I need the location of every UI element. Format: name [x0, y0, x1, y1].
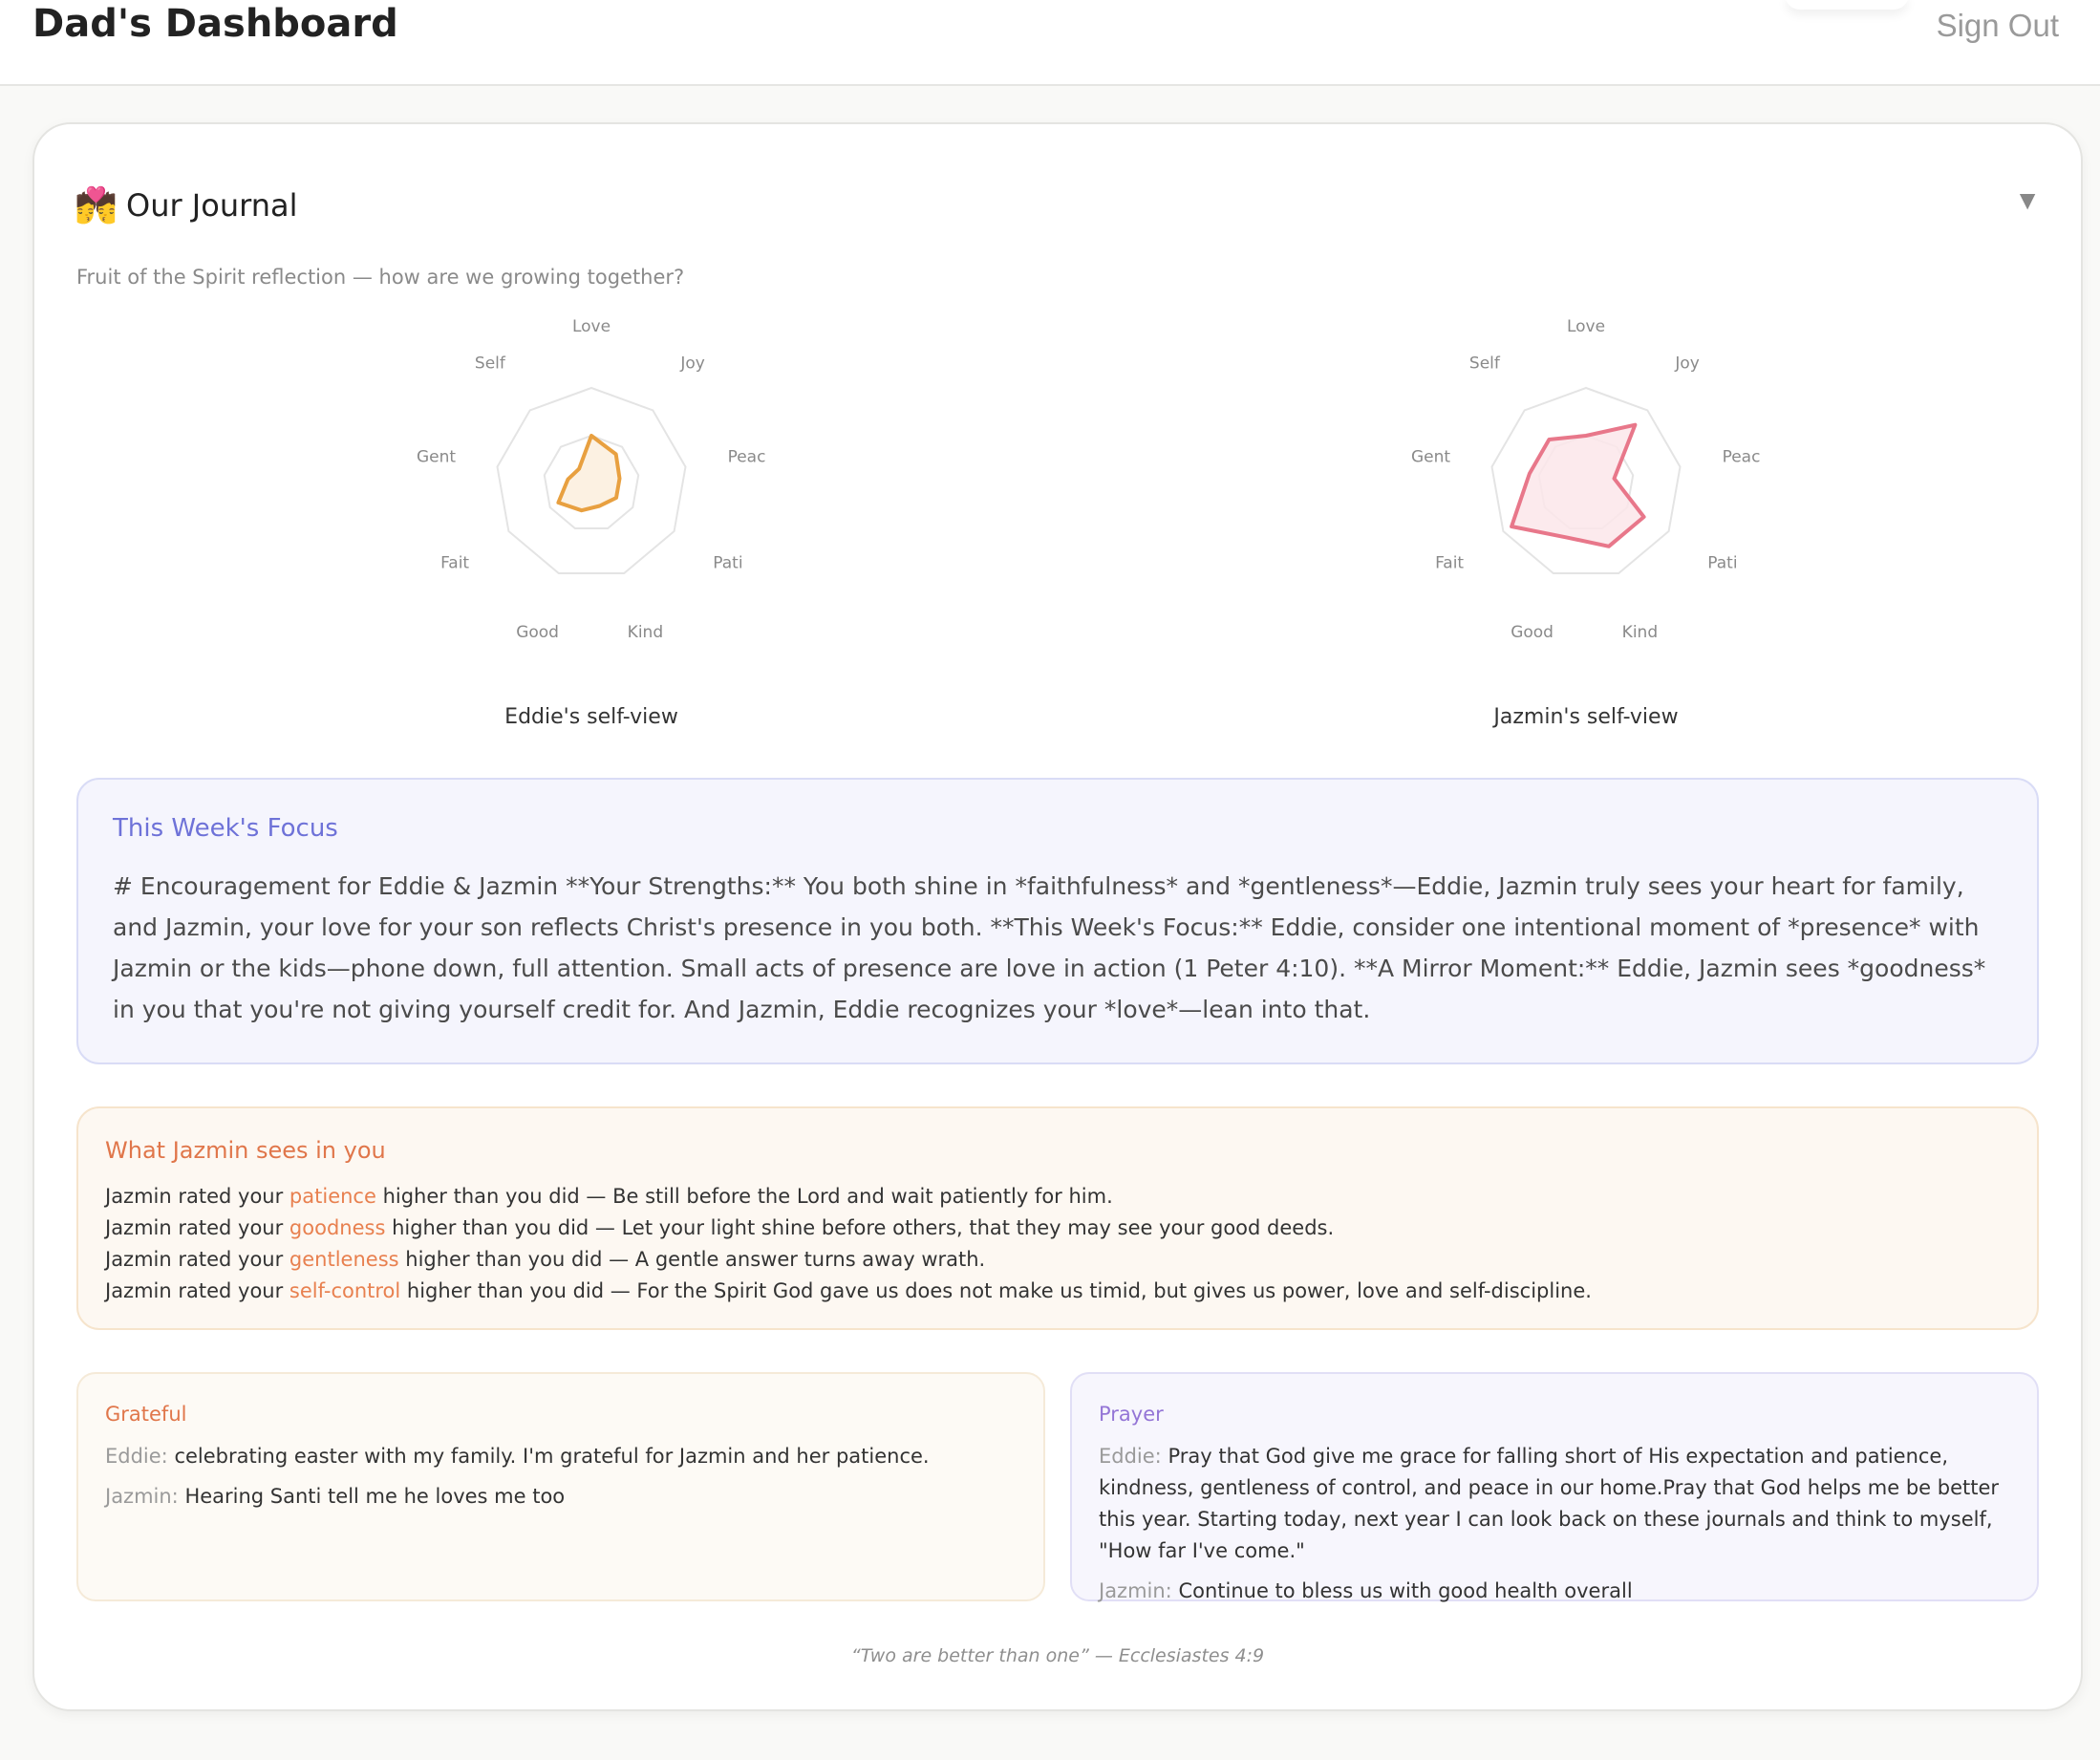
entry-author: Eddie: [1099, 1445, 1162, 1468]
radar-svg [1366, 315, 1806, 698]
grateful-title: Grateful [105, 1403, 187, 1426]
radar-axis-label: Fait [1435, 553, 1465, 573]
row-suffix: higher than you did — For the Spirit God gave us does not make us timid, but gives us power, love and self-discipline. [400, 1279, 1592, 1302]
entry-text: celebrating easter with my family. I'm grateful for Jazmin and her patience. [167, 1445, 930, 1468]
trait-name: self-control [289, 1279, 401, 1302]
header-decoration [1785, 0, 1909, 10]
radar-axis-label: Pati [713, 553, 743, 573]
partner-sees-row [105, 1181, 1592, 1213]
page-title: Dad's Dashboard [32, 2, 398, 46]
trait-name: patience [289, 1185, 376, 1208]
row-prefix: Jazmin rated your [105, 1185, 289, 1208]
couple-with-heart-icon: 💏 [75, 185, 118, 225]
row-suffix: higher than you did — A gentle answer turns away wrath. [398, 1248, 986, 1271]
radar-chart-jazmin [1366, 315, 1806, 729]
radar-axis-label: Fait [440, 553, 470, 573]
partner-sees-row [105, 1276, 1592, 1307]
radar-axis-label: Kind [627, 623, 664, 642]
prayer-title: Prayer [1099, 1403, 1164, 1426]
grateful-entry [105, 1481, 1022, 1513]
entry-text: Pray that God give me grace for falling short of His expectation and patience, kindness, gentleness of control, and peace in our home.Pray that God helps me be better this year. Starting today, next year I can look back on these journals and think to myself, "How far I've come." [1099, 1445, 2000, 1562]
radar-axis-label: Pati [1707, 553, 1738, 573]
journal-card [32, 122, 2083, 1711]
radar-caption: Eddie's self-view [504, 705, 678, 729]
top-bar [0, 0, 2100, 86]
weekly-focus-body: # Encouragement for Eddie & Jazmin **Your Strengths:** You both shine in *faithfulness* and *gentleness*—Eddie, Jazmin truly sees your heart for family, and Jazmin, your love for your son reflects Christ's presence in you both. **This Week's Focus:** Eddie, consider one intentional moment of *presence* with Jazmin or the kids—phone down, full attention. Small acts of presence are love in action (1 Peter 4:10). **A Mirror Moment:** Eddie, Jazmin sees *goodness* in you that you're not giving yourself credit for. And Jazmin, Eddie recognizes your *love*—lean into that. [113, 872, 1986, 1023]
radar-axis-label: Joy [1675, 354, 1700, 374]
journal-title: Our Journal [126, 187, 298, 224]
partner-sees-row [105, 1213, 1592, 1244]
grateful-panel [76, 1372, 1045, 1601]
trait-name: goodness [289, 1216, 386, 1239]
radar-axis-label: Peac [727, 447, 766, 467]
partner-sees-list [105, 1181, 1592, 1307]
entry-author: Jazmin: [1099, 1579, 1172, 1602]
grateful-entries [105, 1441, 1022, 1521]
journal-header[interactable] [75, 182, 297, 229]
radar-axis-label: Good [516, 623, 559, 642]
journal-subtitle: Fruit of the Spirit reflection — how are we growing together? [76, 266, 685, 289]
entry-author: Eddie: [105, 1445, 168, 1468]
partner-sees-panel [76, 1106, 2039, 1330]
radar-axis-label: Peac [1722, 447, 1761, 467]
row-suffix: higher than you did — Be still before the Lord and wait patiently for him. [375, 1185, 1113, 1208]
grateful-entry [105, 1441, 1022, 1472]
radar-axis-label: Gent [1410, 447, 1451, 467]
row-prefix: Jazmin rated your [105, 1216, 289, 1239]
radar-axis-label: Self [474, 354, 505, 374]
prayer-entries [1099, 1441, 2016, 1616]
row-prefix: Jazmin rated your [105, 1279, 289, 1302]
footer-verse: “Two are better than one” — Ecclesiastes 4:9 [850, 1645, 1265, 1666]
radar-series-shape [1511, 425, 1644, 547]
weekly-focus-panel [76, 778, 2039, 1064]
radar-axis-label: Love [1566, 317, 1606, 336]
radar-caption: Jazmin's self-view [1493, 705, 1679, 729]
row-suffix: higher than you did — Let your light shine before others, that they may see your good deeds. [385, 1216, 1335, 1239]
entry-text: Hearing Santi tell me he loves me too [178, 1485, 566, 1508]
sign-out-button[interactable]: Sign Out [1936, 8, 2059, 43]
entry-author: Jazmin: [105, 1485, 179, 1508]
chevron-down-icon[interactable]: ▼ [2014, 185, 2041, 215]
radar-axis-label: Gent [416, 447, 457, 467]
radar-axis-label: Good [1511, 623, 1554, 642]
radar-axis-label: Love [571, 317, 611, 336]
radar-chart-eddie [372, 315, 811, 729]
entry-text: Continue to bless us with good health overall [1171, 1579, 1633, 1602]
partner-sees-row [105, 1244, 1592, 1276]
radar-axis-label: Self [1468, 354, 1500, 374]
prayer-entry [1099, 1441, 2016, 1567]
weekly-focus-title: This Week's Focus [113, 814, 338, 843]
radar-axis-label: Kind [1621, 623, 1659, 642]
prayer-panel [1070, 1372, 2039, 1601]
prayer-entry [1099, 1576, 2016, 1607]
radar-series-shape [558, 436, 619, 510]
row-prefix: Jazmin rated your [105, 1248, 289, 1271]
radar-axis-label: Joy [680, 354, 705, 374]
trait-name: gentleness [289, 1248, 399, 1271]
radar-svg [372, 315, 811, 698]
partner-sees-title: What Jazmin sees in you [105, 1137, 386, 1164]
